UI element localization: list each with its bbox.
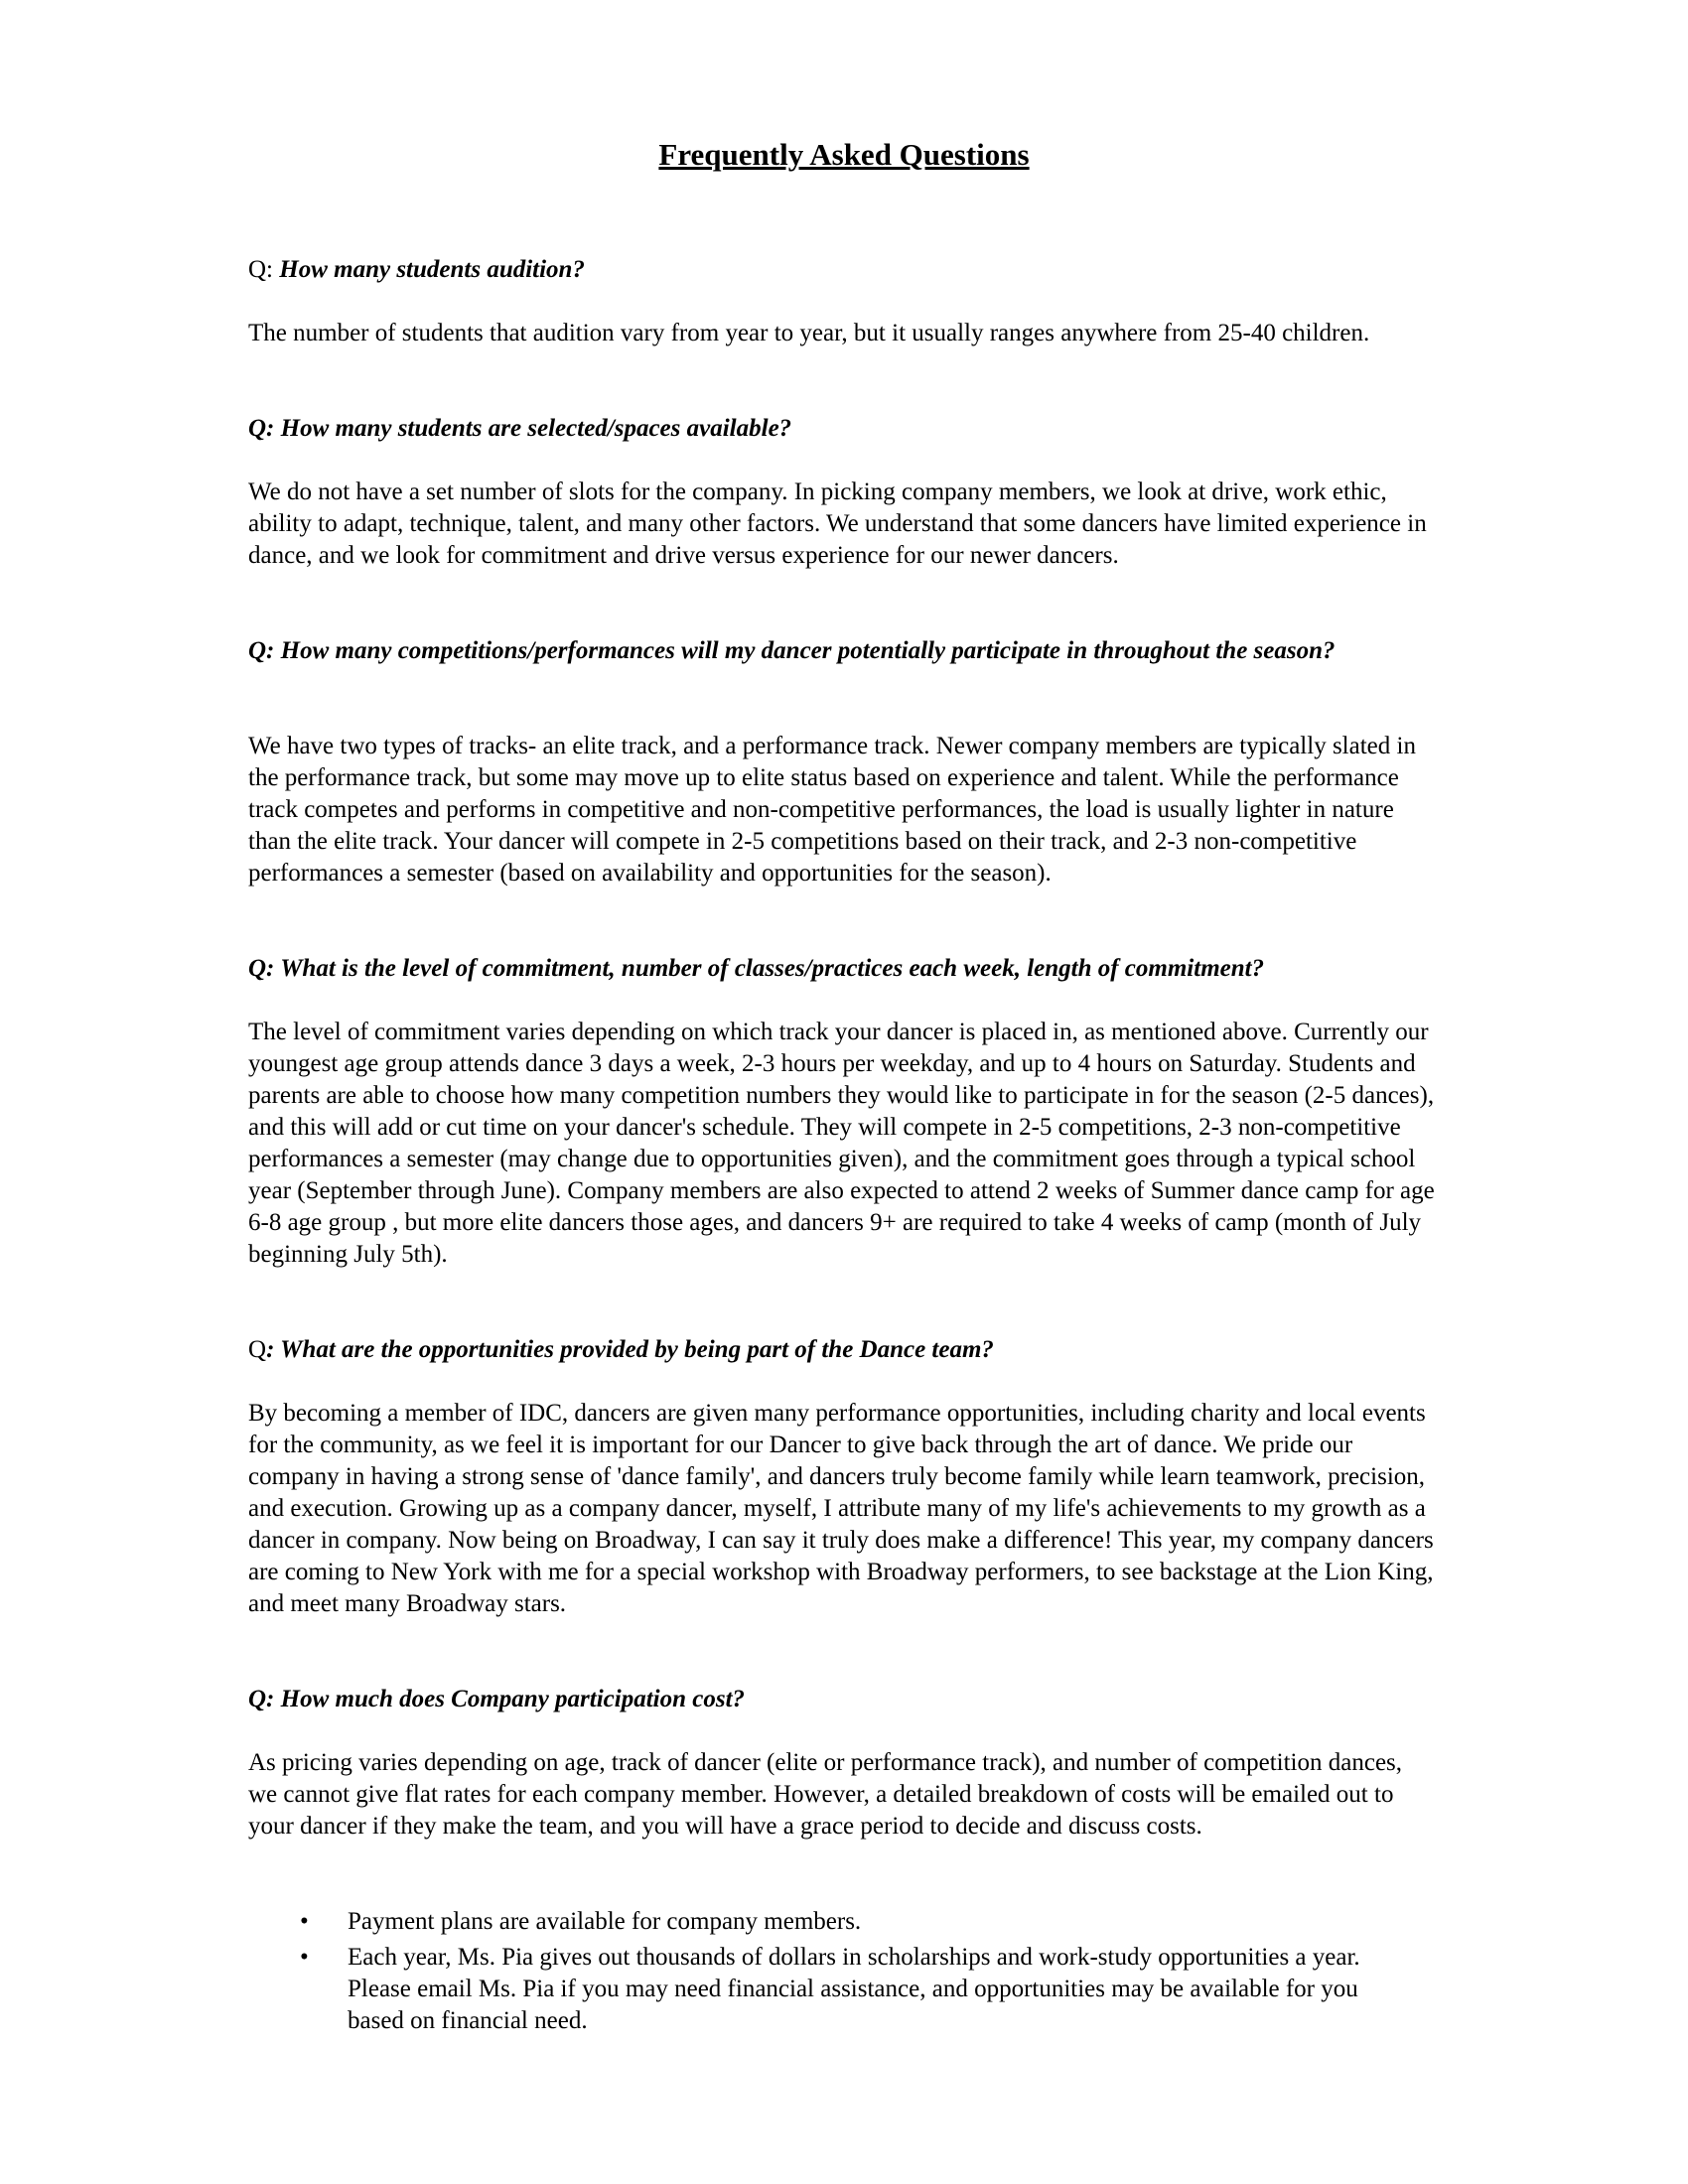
question-prefix: Q: bbox=[248, 1686, 275, 1712]
answer-6: As pricing varies depending on age, track of dancer (elite or performance track), and number of competition dances, we cannot give flat rates for each company member. However, a detailed breakdown of costs will be emailed out to your dancer if they make the team, and you will have a grace period to decide and discuss costs. bbox=[248, 1749, 1403, 1840]
question-6 bbox=[248, 1684, 1440, 1715]
answer-2: We do not have a set number of slots for the company. In picking company members, we look at drive, work ethic, ability to adapt, technique, talent, and many other factors. We understand that some dancers have limited experience in dance, and we look for commitment and drive versus experience for our newer dancers. bbox=[248, 478, 1427, 569]
question-text: What is the level of commitment, number of classes/practices each week, length of commitment? bbox=[274, 955, 1265, 982]
list-item-text: Each year, Ms. Pia gives out thousands of dollars in scholarships and work-study opportunities a year. Please email Ms. Pia if you may need financial assistance, and opportunities may be available for you based on financial need. bbox=[348, 1944, 1360, 2034]
list-item bbox=[248, 1906, 1400, 1938]
answer-3: We have two types of tracks- an elite track, and a performance track. Newer company members are typically slated in the performance track, but some may move up to elite status based on experience and talent. While the performance track competes and performs in competitive and non-competitive performances, the load is usually lighter in nature than the elite track. Your dancer will compete in 2-5 competitions based on their track, and 2-3 non-competitive performances a semester (based on availability and opportunities for the season). bbox=[248, 733, 1416, 887]
question-text: : What are the opportunities provided by being part of the Dance team? bbox=[266, 1336, 994, 1363]
question-prefix: Q: bbox=[248, 637, 275, 664]
question-prefix: Q: bbox=[248, 256, 273, 283]
bullet-icon: • bbox=[300, 1908, 309, 1935]
question-1 bbox=[248, 254, 1440, 286]
question-3 bbox=[248, 635, 1420, 667]
list-item-text: Payment plans are available for company members. bbox=[348, 1908, 862, 1935]
question-text: How much does Company participation cost? bbox=[274, 1686, 746, 1712]
question-text: How many competitions/performances will my dancer potentially participate in throughout the season? bbox=[274, 637, 1336, 664]
answer-1: The number of students that audition vary from year to year, but it usually ranges anywhere from 25-40 children. bbox=[248, 320, 1370, 346]
question-text: How many students audition? bbox=[273, 256, 585, 283]
question-prefix: Q: bbox=[248, 415, 275, 442]
cost-bullet-list bbox=[248, 1906, 1440, 2041]
question-2 bbox=[248, 413, 1440, 445]
answer-5: By becoming a member of IDC, dancers are given many performance opportunities, including charity and local events for the community, as we feel it is important for our Dancer to give back through the art of dance. We pride our company in having a strong sense of 'dance family', and dancers truly become family while learn teamwork, precision, and execution. Growing up as a company dancer, myself, I attribute many of my life's achievements to my growth as a dancer in company. Now being on Broadway, I can say it truly does make a difference! This year, my company dancers are coming to New York with me for a special workshop with Broadway performers, to see backstage at the Lion King, and meet many Broadway stars. bbox=[248, 1400, 1434, 1617]
question-prefix: Q: bbox=[248, 955, 275, 982]
question-text: How many students are selected/spaces available? bbox=[274, 415, 792, 442]
list-item bbox=[248, 1942, 1400, 2037]
question-4 bbox=[248, 953, 1440, 985]
page-title: Frequently Asked Questions bbox=[658, 137, 1030, 172]
answer-4: The level of commitment varies depending on which track your dancer is placed in, as mentioned above. Currently our youngest age group attends dance 3 days a week, 2-3 hours per weekday, and up to 4 hours on Saturday. Students and parents are able to choose how many competition numbers they would like to participate in for the season (2-5 dances), and this will add or cut time on your dancer's schedule. They will compete in 2-5 competitions, 2-3 non-competitive performances a semester (may change due to opportunities given), and the commitment goes through a typical school year (September through June). Company members are also expected to attend 2 weeks of Summer dance camp for age 6-8 age group , but more elite dancers those ages, and dancers 9+ are required to take 4 weeks of camp (month of July beginning July 5th). bbox=[248, 1019, 1435, 1268]
bullet-icon: • bbox=[300, 1944, 309, 1971]
question-5 bbox=[248, 1334, 1440, 1366]
question-prefix: Q bbox=[248, 1336, 267, 1363]
